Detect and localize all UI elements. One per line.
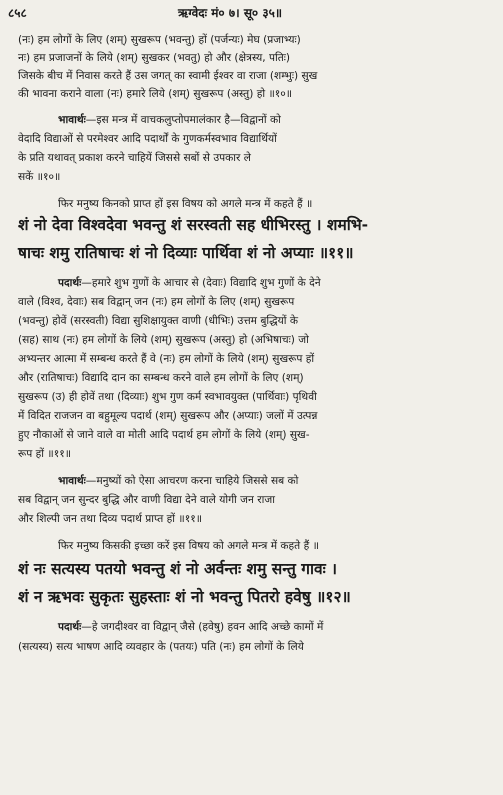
padartha-line: (सत्यस्य) सत्य भाषण आदि व्यवहार के (पतयः) पति (नः) हम लोगों के लिये bbox=[18, 641, 304, 653]
section-intro: फिर मनुष्य किनको प्राप्त हों इस विषय को अगले मन्त्र में कहते हैं ॥ bbox=[58, 198, 313, 210]
bhavartha-label: भावार्थः bbox=[58, 114, 86, 126]
padartha-label: पदार्थः bbox=[58, 621, 82, 633]
bhavartha-label: भावार्थः bbox=[58, 475, 86, 487]
section-intro: फिर मनुष्य किसकी इच्छा करें इस विषय को अगले मन्त्र में कहते हैं ॥ bbox=[58, 540, 319, 552]
bhavartha-line: वेदादि विद्याओं से परमेश्वर आदि पदार्थों के गुणकर्मस्वभाव विद्यार्थियों bbox=[18, 133, 277, 145]
body-line: नः) हम प्रजाजनों के लिये (शम्) सुखकर (भवतु) हो और (क्षेत्रस्य, पतिः) bbox=[18, 52, 291, 64]
padartha-line: अभ्यन्तर आत्मा में सम्बन्ध करते हैं वे (नः) हम लोगों के लिये (शम्) सुखरूप हों bbox=[18, 353, 315, 365]
running-header: ऋग्वेदः मं० ७। सू० ३५॥ bbox=[178, 6, 283, 20]
body-line: की भावना कराने वाला (नः) हमारे लिये (शम्) सुखरूप (अस्तु) हो ॥१०॥ bbox=[18, 88, 293, 100]
mantra-line: षाचः शमु रातिषाचः शं नो दिव्याः पार्थिवा शं नो अप्याः ॥११॥ bbox=[18, 244, 354, 262]
body-line: (नः) हम लोगों के लिए (शम्) सुखरूप (भवन्तु) हों (पर्जन्यः) मेघ (प्रजाभ्यः) bbox=[18, 34, 301, 46]
padartha-line: (सह) साथ (नः) हम लोगों के लिये (शम्) सुखरूप (अस्तु) हो (अभिषाचः) जो bbox=[18, 334, 309, 346]
padartha-line: हुए नौकाओं से जाने वाले वा मोती आदि पदार्थ हम लोगों के लिये (शम्) सुख- bbox=[18, 429, 310, 441]
mantra-line: शं न ऋभवः सुकृतः सुहस्ताः शं नो भवन्तु पितरो हवेषु ॥१२॥ bbox=[18, 588, 351, 606]
mantra-line: शं नः सत्यस्य पतयो भवन्तु शं नो अर्वन्तः शमु सन्तु गावः । bbox=[18, 560, 338, 578]
padartha-line: वाले (विश्व, देवाः) सब विद्वान् जन (नः) हम लोगों के लिए (शम्) सुखरूप bbox=[18, 296, 295, 308]
padartha-line: पदार्थः—हमारे शुभ गुणों के आचार से (देवाः) विद्यादि शुभ गुणों के देने bbox=[58, 277, 321, 289]
mantra-line: शं नो देवा विश्वदेवा भवन्तु शं सरस्वती सह धीभिरस्तु । शमभि- bbox=[18, 216, 369, 234]
bhavartha-line: भावार्थः—मनुष्यों को ऐसा आचरण करना चाहिये जिससे सब को bbox=[58, 475, 299, 487]
bhavartha-line: भावार्थः—इस मन्त्र में वाचकलुप्तोपमालंकार है—विद्वानों को bbox=[58, 114, 281, 126]
page-number: ८५८ bbox=[8, 6, 27, 20]
padartha-line: में विदित राजजन वा बहुमूल्य पदार्थ (शम्) सुखरूप और (अप्याः) जलों में उत्पन्न bbox=[18, 410, 318, 422]
padartha-line: पदार्थः—हे जगदीश्वर वा विद्वान् जैसे (हवेषु) हवन आदि अच्छे कामों में bbox=[58, 621, 324, 633]
padartha-line: (भवन्तु) होवें (सरस्वती) विद्या सुशिक्षायुक्त वाणी (धीभिः) उत्तम बुद्धियों के bbox=[18, 315, 299, 327]
body-line: जिसके बीच में निवास करते हैं उस जगत् का स्वामी ईश्वर वा राजा (शम्भुः) सुख bbox=[18, 70, 318, 82]
padartha-label: पदार्थः bbox=[58, 277, 82, 289]
padartha-line: रूप हों ॥११॥ bbox=[18, 448, 72, 460]
bhavartha-line: सकें ॥१०॥ bbox=[18, 171, 61, 183]
padartha-line: और (रातिषाचः) विद्यादि दान का सम्बन्ध करने वाले हम लोगों के लिए (शम्) bbox=[18, 372, 304, 384]
bhavartha-line: के प्रति यथावत् प्रकाश करने चाहियें जिससे सबों से उपकार ले bbox=[18, 152, 251, 164]
padartha-line: सुखरूप (उ) ही होवें तथा (दिव्याः) शुभ गुण कर्म स्वभावयुक्त (पार्थिवाः) पृथिवी bbox=[18, 391, 317, 403]
bhavartha-line: और शिल्पी जन तथा दिव्य पदार्थ प्राप्त हों ॥११॥ bbox=[18, 513, 203, 525]
bhavartha-line: सब विद्वान् जन सुन्दर बुद्धि और वाणी विद्या देने वाले योगी जन राजा bbox=[18, 494, 275, 506]
